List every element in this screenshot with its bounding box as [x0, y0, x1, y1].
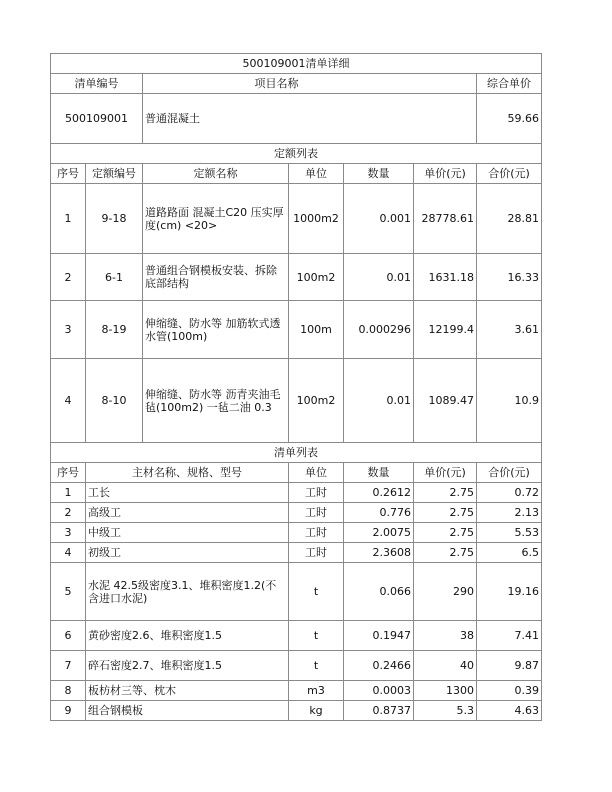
table-row — [51, 651, 542, 681]
header-label-name-text: 项目名称 — [254, 77, 299, 90]
header-label-price: 综合单价 — [477, 74, 542, 94]
bill-detail-table — [50, 53, 542, 721]
mat-total: 0.72 — [477, 483, 542, 503]
quota-qty: 0.01 — [344, 254, 414, 301]
mat-unit: 工时 — [289, 523, 344, 543]
mat-no: 3 — [51, 523, 86, 543]
quota-no: 1 — [51, 184, 86, 254]
mat-price: 38 — [414, 621, 477, 651]
mat-qty: 2.0075 — [344, 523, 414, 543]
materials-header-row — [51, 463, 542, 483]
mat-no: 5 — [51, 563, 86, 621]
table-row — [51, 483, 542, 503]
table-row — [51, 543, 542, 563]
mat-unit: t — [289, 621, 344, 651]
header-label-code: 清单编号 — [51, 74, 143, 94]
quota-col-price: 单价(元) — [414, 164, 477, 184]
mat-price: 5.3 — [414, 701, 477, 721]
header-value-name-cell — [143, 94, 477, 144]
mat-name: 中级工 — [86, 523, 289, 543]
quota-no: 3 — [51, 301, 86, 359]
mat-unit: 工时 — [289, 543, 344, 563]
mat-price: 40 — [414, 651, 477, 681]
quota-col-code: 定额编号 — [86, 164, 143, 184]
quota-total: 3.61 — [477, 301, 542, 359]
mat-total: 2.13 — [477, 503, 542, 523]
quota-qty: 0.01 — [344, 359, 414, 443]
mat-price: 1300 — [414, 681, 477, 701]
table-row — [51, 681, 542, 701]
quota-code: 8-10 — [86, 359, 143, 443]
mat-no: 1 — [51, 483, 86, 503]
mat-name: 工长 — [86, 483, 289, 503]
materials-section-title: 清单列表 — [51, 443, 542, 463]
table-row — [51, 503, 542, 523]
mat-total: 5.53 — [477, 523, 542, 543]
quota-unit: 1000m2 — [289, 184, 344, 254]
quota-total: 10.9 — [477, 359, 542, 443]
quota-total: 16.33 — [477, 254, 542, 301]
quota-unit: 100m — [289, 301, 344, 359]
quota-qty: 0.001 — [344, 184, 414, 254]
quota-unit: 100m2 — [289, 254, 344, 301]
mat-unit: m3 — [289, 681, 344, 701]
quota-col-total: 合价(元) — [477, 164, 542, 184]
table-row — [51, 359, 542, 443]
mat-unit: kg — [289, 701, 344, 721]
mat-total: 7.41 — [477, 621, 542, 651]
mat-price: 2.75 — [414, 543, 477, 563]
quota-name: 普通组合钢模板安装、拆除 底部结构 — [143, 254, 289, 301]
table-row — [51, 301, 542, 359]
quota-code: 6-1 — [86, 254, 143, 301]
mat-no: 2 — [51, 503, 86, 523]
table-row — [51, 523, 542, 543]
quota-col-name: 定额名称 — [143, 164, 289, 184]
quota-no: 4 — [51, 359, 86, 443]
mat-unit: t — [289, 563, 344, 621]
mat-no: 9 — [51, 701, 86, 721]
mat-qty: 0.1947 — [344, 621, 414, 651]
mat-no: 4 — [51, 543, 86, 563]
mat-name: 板枋材三等、枕木 — [86, 681, 289, 701]
quota-total: 28.81 — [477, 184, 542, 254]
table-row — [51, 254, 542, 301]
mat-col-qty: 数量 — [344, 463, 414, 483]
mat-col-no: 序号 — [51, 463, 86, 483]
mat-price: 2.75 — [414, 523, 477, 543]
header-label-name — [143, 74, 477, 94]
mat-name: 水泥 42.5级密度3.1、堆积密度1.2(不含进口水泥) — [86, 563, 289, 621]
quota-name: 伸缩缝、防水等 加筋软式透水管(100m) — [143, 301, 289, 359]
mat-total: 19.16 — [477, 563, 542, 621]
bill-detail-sheet — [50, 53, 541, 721]
mat-qty: 0.0003 — [344, 681, 414, 701]
mat-qty: 0.066 — [344, 563, 414, 621]
quota-header-row — [51, 164, 542, 184]
mat-price: 2.75 — [414, 503, 477, 523]
quota-name: 伸缩缝、防水等 沥青夹油毛毡(100m2) 一毡二油 0.3 — [143, 359, 289, 443]
mat-unit: t — [289, 651, 344, 681]
quota-col-unit: 单位 — [289, 164, 344, 184]
table-row — [51, 563, 542, 621]
header-value-code: 500109001 — [51, 94, 143, 144]
mat-no: 8 — [51, 681, 86, 701]
header-value-price: 59.66 — [477, 94, 542, 144]
header-value-name: 普通混凝土 — [145, 112, 200, 125]
mat-total: 0.39 — [477, 681, 542, 701]
mat-col-total: 合价(元) — [477, 463, 542, 483]
mat-qty: 2.3608 — [344, 543, 414, 563]
quota-price: 1631.18 — [414, 254, 477, 301]
mat-no: 7 — [51, 651, 86, 681]
table-row — [51, 621, 542, 651]
quota-col-no: 序号 — [51, 164, 86, 184]
quota-col-qty: 数量 — [344, 164, 414, 184]
mat-name: 组合钢模板 — [86, 701, 289, 721]
quota-price: 12199.4 — [414, 301, 477, 359]
quota-price: 1089.47 — [414, 359, 477, 443]
mat-total: 4.63 — [477, 701, 542, 721]
quota-code: 9-18 — [86, 184, 143, 254]
mat-name: 黄砂密度2.6、堆积密度1.5 — [86, 621, 289, 651]
mat-total: 6.5 — [477, 543, 542, 563]
mat-qty: 0.2466 — [344, 651, 414, 681]
mat-qty: 0.8737 — [344, 701, 414, 721]
quota-name: 道路路面 混凝土C20 压实厚度(cm) <20> — [143, 184, 289, 254]
mat-col-name: 主材名称、规格、型号 — [86, 463, 289, 483]
mat-qty: 0.2612 — [344, 483, 414, 503]
quota-qty: 0.000296 — [344, 301, 414, 359]
mat-price: 290 — [414, 563, 477, 621]
quota-code: 8-19 — [86, 301, 143, 359]
mat-col-price: 单价(元) — [414, 463, 477, 483]
quota-section-title: 定额列表 — [51, 144, 542, 164]
mat-unit: 工时 — [289, 503, 344, 523]
sheet-title: 500109001清单详细 — [51, 54, 542, 74]
table-row — [51, 184, 542, 254]
mat-unit: 工时 — [289, 483, 344, 503]
mat-no: 6 — [51, 621, 86, 651]
mat-col-unit: 单位 — [289, 463, 344, 483]
mat-name: 碎石密度2.7、堆积密度1.5 — [86, 651, 289, 681]
mat-name: 高级工 — [86, 503, 289, 523]
mat-qty: 0.776 — [344, 503, 414, 523]
mat-total: 9.87 — [477, 651, 542, 681]
quota-no: 2 — [51, 254, 86, 301]
quota-unit: 100m2 — [289, 359, 344, 443]
mat-price: 2.75 — [414, 483, 477, 503]
mat-name: 初级工 — [86, 543, 289, 563]
quota-price: 28778.61 — [414, 184, 477, 254]
table-row — [51, 701, 542, 721]
